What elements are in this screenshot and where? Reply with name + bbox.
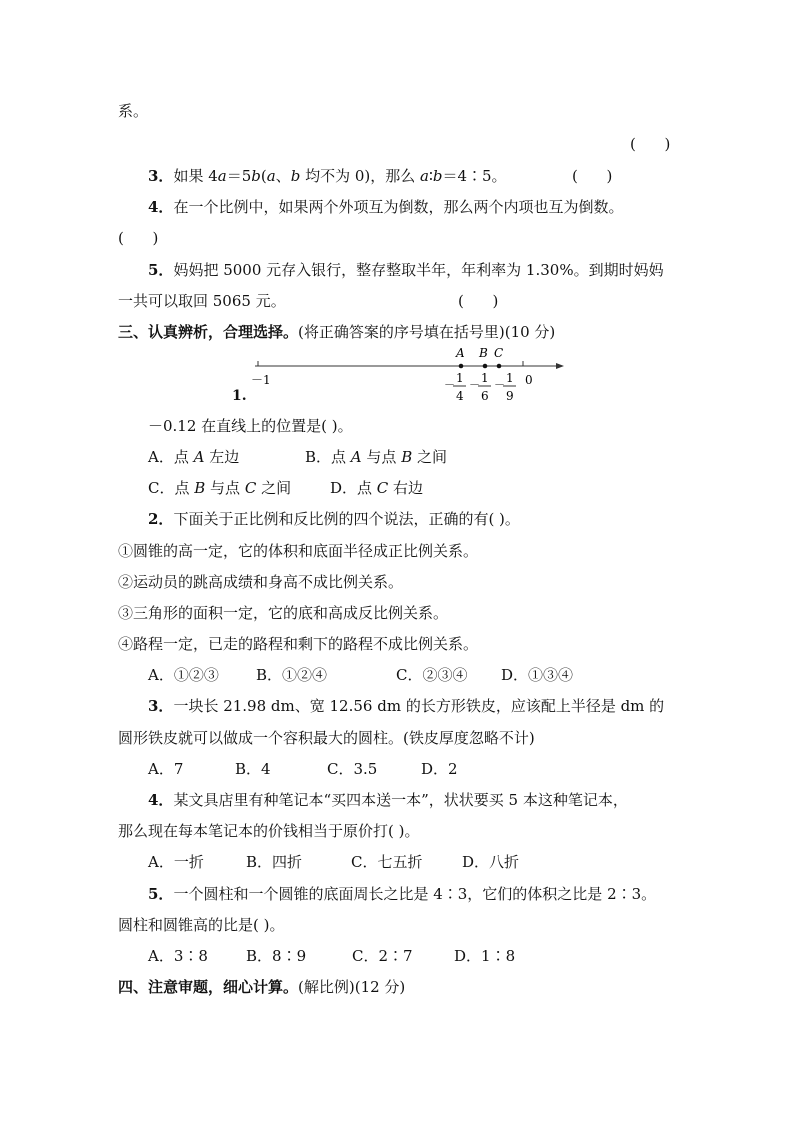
var-a: A — [350, 448, 362, 466]
option-text: 与点 — [361, 448, 402, 466]
var-a: A — [193, 448, 205, 466]
option-text: 左边 — [204, 448, 240, 466]
q1-option-b[interactable] — [305, 447, 447, 467]
q2-text — [148, 509, 520, 529]
var-b: b — [432, 167, 443, 185]
prev-q4-number: 4． — [148, 198, 174, 216]
q3-option-c[interactable]: C．3.5 — [327, 760, 378, 778]
prev-q3-text: ＝4∶5。 — [442, 167, 507, 185]
q3-option-a[interactable]: A．7 — [148, 760, 184, 778]
q5-line1 — [148, 884, 656, 904]
prev-q3-number: 3． — [148, 167, 174, 185]
section-3-title: 三、认真辨析，合理选择。 — [118, 323, 299, 341]
option-text: 与点 — [205, 479, 245, 497]
q2-statement-1: ①圆锥的高一定，它的体积和底面半径成正比例关系。 — [118, 542, 479, 560]
var-c: C — [244, 479, 257, 497]
option-text: 之间 — [412, 448, 447, 466]
q5-option-b[interactable]: B．8∶9 — [246, 947, 307, 965]
var-b: b — [251, 167, 261, 185]
var-c: C — [376, 479, 389, 497]
q3-line2: 圆形铁皮就可以做成一个容积最大的圆柱。(铁皮厚度忽略不计) — [118, 729, 535, 747]
prev-q3-answer-paren[interactable]: ( ) — [572, 167, 613, 185]
var-a: a — [266, 167, 276, 185]
prev-q3-text: ＝5 — [226, 167, 252, 185]
q4-option-b[interactable]: B．四折 — [246, 853, 303, 871]
q4-line2: 那么现在每本笔记本的价钱相当于原价打( )。 — [118, 822, 420, 840]
prev-q5-line2: 一共可以取回 5065 元。 — [118, 292, 286, 310]
q1-option-d[interactable] — [330, 478, 423, 498]
q4-option-d[interactable]: D．八折 — [462, 853, 520, 871]
point-a-dot — [459, 364, 464, 369]
q1-option-a[interactable] — [148, 447, 239, 467]
prev-q3-text: ( — [260, 167, 267, 185]
minus-sign-b: － — [469, 378, 480, 391]
var-b: b — [290, 167, 301, 185]
frac-b-denominator: 6 — [481, 389, 489, 403]
q5-option-d[interactable]: D．1∶8 — [454, 947, 516, 965]
var-a: a — [217, 167, 227, 185]
section-4-heading — [118, 977, 405, 997]
q2-statement-2: ②运动员的跳高成绩和身高不成比例关系。 — [118, 573, 404, 591]
q2-statement-4: ④路程一定，已走的路程和剩下的路程不成比例关系。 — [118, 635, 479, 653]
q1-number: 1. — [232, 388, 247, 404]
frac-b-numerator: 1 — [481, 371, 489, 385]
q4-option-a[interactable]: A．一折 — [148, 853, 204, 871]
q1-option-c[interactable] — [148, 478, 291, 498]
prev-q4-answer-paren[interactable]: ( ) — [118, 229, 159, 247]
q4-option-c[interactable]: C．七五折 — [351, 853, 423, 871]
option-text: A．点 — [148, 448, 194, 466]
prev-q3-text: 如果 4 — [173, 167, 218, 185]
q3-line1 — [148, 696, 664, 716]
q3-number: 3． — [148, 697, 174, 715]
q2-option-a[interactable]: A．①②③ — [148, 666, 219, 684]
section-4-title: 四、注意审题，细心计算。 — [118, 978, 299, 996]
q4-line1 — [148, 790, 628, 810]
q5-option-c[interactable]: C．2∶7 — [352, 947, 413, 965]
prev-q5-line1 — [148, 260, 664, 280]
minus-sign-a: － — [444, 378, 455, 391]
option-text: D．点 — [330, 479, 377, 497]
frac-c-denominator: 9 — [506, 389, 514, 403]
prev-q5-text1: 妈妈把 5000 元存入银行，整存整取半年，年利率为 1.30%。到期时妈妈 — [173, 261, 664, 279]
point-c-dot — [497, 364, 502, 369]
label-zero: 0 — [525, 373, 533, 387]
point-c-label: C — [494, 346, 504, 360]
option-text: C．点 — [148, 479, 195, 497]
var-b: B — [401, 448, 413, 466]
q2-stem: 下面关于正比例和反比例的四个说法，正确的有( )。 — [173, 510, 520, 528]
section-3-heading — [118, 322, 555, 342]
section-4-note: (解比例)(12 分) — [298, 978, 406, 996]
option-text: B．点 — [305, 448, 351, 466]
section-3-note: (将正确答案的序号填在括号里)(10 分) — [298, 323, 556, 341]
prev-q3-text: ∶ — [428, 167, 433, 185]
prev-q4 — [148, 197, 623, 217]
q5-line2: 圆柱和圆锥高的比是( )。 — [118, 916, 285, 934]
point-a-label: A — [456, 346, 465, 360]
option-text: 之间 — [256, 479, 292, 497]
q3-option-b[interactable]: B．4 — [235, 760, 271, 778]
arrow-right-icon — [556, 363, 564, 369]
point-b-dot — [483, 364, 488, 369]
q5-number: 5． — [148, 885, 174, 903]
prev-q2-line-end: 系。 — [118, 102, 149, 120]
minus-sign-c: － — [494, 378, 505, 391]
q2-option-d[interactable]: D．①③④ — [501, 666, 574, 684]
q2-statement-3: ③三角形的面积一定，它的底和高成反比例关系。 — [118, 604, 449, 622]
prev-q5-answer-paren[interactable]: ( ) — [458, 292, 499, 310]
q4-text1: 某文具店里有种笔记本“买四本送一本”，状状要买 5 本这种笔记本， — [173, 791, 628, 809]
frac-a-denominator: 4 — [456, 389, 464, 403]
number-line-figure — [230, 342, 570, 406]
q4-number: 4． — [148, 791, 174, 809]
q2-number: 2． — [148, 510, 174, 528]
prev-q3-text: 、 — [275, 167, 291, 185]
prev-q4-text: 在一个比例中，如果两个外项互为倒数，那么两个内项也互为倒数。 — [173, 198, 624, 216]
q3-text1: 一块长 21.98 dm、宽 12.56 dm 的长方形铁皮，应该配上半径是 dm 的 — [173, 697, 665, 715]
q5-option-a[interactable]: A．3∶8 — [148, 947, 208, 965]
q1-text: －0.12 在直线上的位置是( )。 — [148, 417, 353, 435]
prev-q5-number: 5． — [148, 261, 174, 279]
var-a: a — [420, 167, 429, 185]
var-b: B — [194, 479, 206, 497]
option-text: 右边 — [388, 479, 424, 497]
prev-q3 — [148, 166, 507, 186]
q3-option-d[interactable]: D．2 — [421, 760, 458, 778]
q2-option-c[interactable]: C．②③④ — [396, 666, 468, 684]
frac-c-numerator: 1 — [506, 371, 514, 385]
label-minus-one: －1 — [251, 373, 271, 387]
prev-q3-text: 均不为 0)，那么 — [300, 167, 420, 185]
q5-text1: 一个圆柱和一个圆锥的底面周长之比是 4∶3，它们的体积之比是 2∶3。 — [173, 885, 657, 903]
point-b-label: B — [479, 346, 488, 360]
q2-option-b[interactable]: B．①②④ — [256, 666, 328, 684]
prev-q2-answer-paren[interactable]: ( ) — [630, 135, 671, 153]
frac-a-numerator: 1 — [456, 371, 464, 385]
